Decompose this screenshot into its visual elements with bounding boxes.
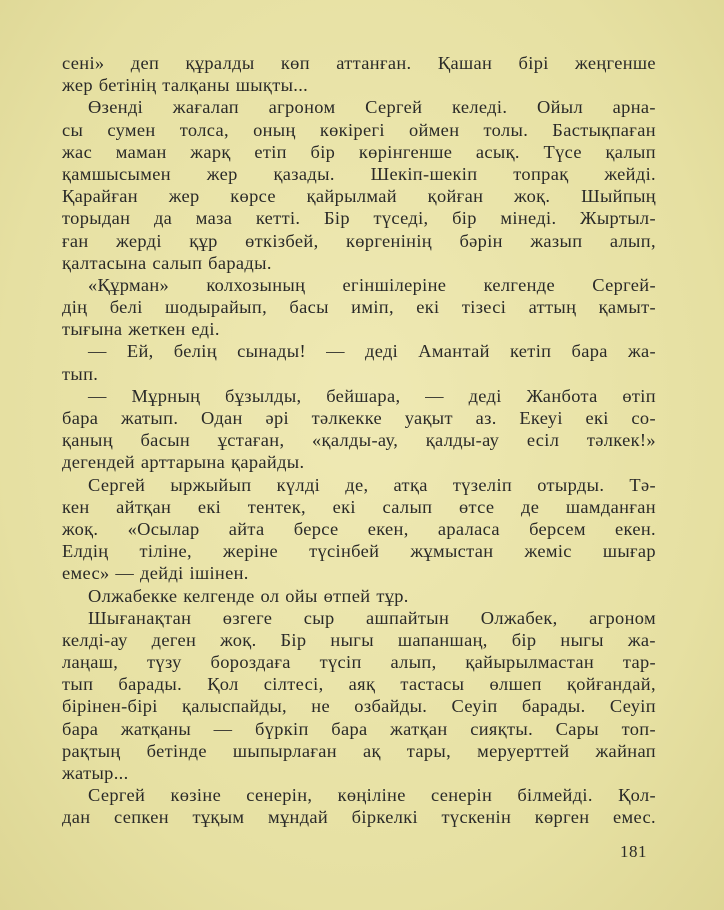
text-line: емес» — дейді ішінен. <box>62 563 249 584</box>
body-text <box>62 52 656 829</box>
page-number: 181 <box>620 842 647 861</box>
text-line: қаның басын ұстаған, «қалды-ау, қалды-ау есіл тәлкек!» <box>62 430 656 451</box>
text-line: — Ей, белің сынады! — деді Амантай кетіп бара жа- <box>88 341 656 362</box>
text-line: рақтың бетінде шыпырлаған ақ тары, меруерттей жайнап <box>62 740 656 761</box>
text-line: «Құрман» колхозының егіншілеріне келгенде Сергей- <box>88 274 656 295</box>
text-line: келді-ау деген жоқ. Бір ныгы шапаншаң, бір ныгы жа- <box>62 629 656 650</box>
text-line: жоқ. «Осылар айта берсе екен, араласа берсем екен. <box>62 518 656 539</box>
text-line: Сергей көзіне сенерін, көңіліне сенерін білмейді. Қол- <box>88 785 656 806</box>
text-line: торыдан да маза кетті. Бір түседі, бір мінеді. Жыртыл- <box>62 208 656 229</box>
text-line: тып барады. Қол сілтесі, аяқ тастасы өлшеп қойғандай, <box>62 674 656 695</box>
text-line: дегендей арттарына қарайды. <box>62 452 305 473</box>
text-line: қамшысымен жер қазады. Шекіп-шекіп топрақ жейді. <box>62 163 656 184</box>
text-line: — Мұрның бұзылды, бейшара, — деді Жанбота өтіп <box>88 385 656 406</box>
text-line: Елдің тіліне, жеріне түсінбей жұмыстан жеміс шығар <box>62 541 656 562</box>
text-line: Қарайған жер көрсе қайрылмай қойған жоқ. Шыйпың <box>62 186 656 207</box>
text-line: жер бетінің талқаны шықты... <box>62 75 309 96</box>
text-line: дің белі шодырайып, басы иміп, екі тізесі аттың қамыт- <box>62 297 656 318</box>
text-line: Олжабекке келгенде ол ойы өтпей тұр. <box>88 585 409 606</box>
text-line: сы сумен толса, оның көкірегі оймен толы. Бастықпаған <box>62 119 656 140</box>
text-line: жас маман жарқ етіп бір көрінгенше асық. Түсе қалып <box>62 141 656 162</box>
text-line: тығына жеткен еді. <box>62 319 220 340</box>
text-line: лаңаш, түзу бороздаға түсіп алып, қайырылмастан тар- <box>62 652 656 673</box>
text-line: бара жатып. Одан әрі тәлкекке уақыт аз. Екеуі екі со- <box>62 408 656 428</box>
text-line: ған жерді құр өткізбей, көргенінің бәрін жазып алып, <box>62 230 656 251</box>
text-line: сені» деп құралды көп аттанған. Қашан бірі жеңгенше <box>62 53 656 73</box>
text-line: кен айтқан екі тентек, екі салып өтсе де шамданған <box>62 496 656 517</box>
text-line: бара жатқаны — бүркіп бара жатқан сияқты. Сары топ- <box>62 718 656 739</box>
text-line: Сергей ыржыйып күлді де, атқа түзеліп отырды. Тә- <box>88 474 656 495</box>
text-line: бірінен-бірі қалыспайды, не озбайды. Сеуіп барады. Сеуіп <box>62 696 656 717</box>
text-line: тып. <box>62 363 99 384</box>
text-line: Шығанақтан өзгеге сыр ашпайтын Олжабек, агроном <box>88 607 656 628</box>
text-line: дан сепкен тұқым мұндай біркелкі түскенін көрген емес. <box>62 807 656 828</box>
text-line: қалтасына салып барады. <box>62 252 272 273</box>
text-line: Өзенді жағалап агроном Сергей келеді. Ойыл арна- <box>88 97 656 118</box>
text-line: жатыр... <box>62 763 129 783</box>
